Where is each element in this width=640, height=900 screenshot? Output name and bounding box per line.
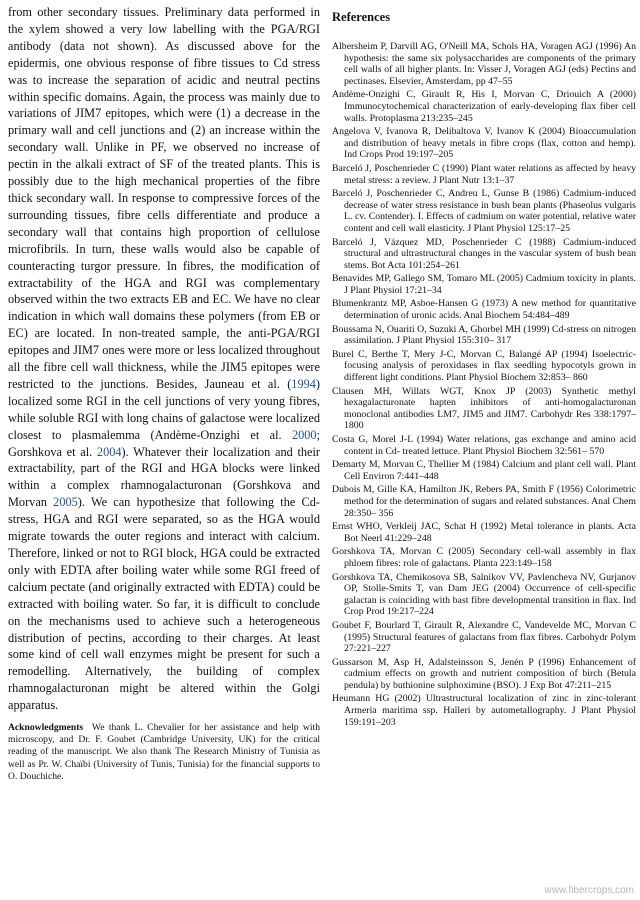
reference-item: Costa G, Morel J-L (1994) Water relations, gas exchange and amino acid content in Cd- treated lettuce. Plant Physiol Biochem 32:561– 570 (332, 434, 636, 457)
acknowledgments-text: We thank L. Chevalier for her assistance and help with microscopy, and Dr. F. Goubet (Cambridge University, UK) for the critical reading of the manuscript. We also thank The Research Ministry of Tunisia as well as Pr. W. Chaïbi (University of Tunis, Tunisia) for the financial supports to O. Douchiche. (8, 722, 320, 782)
body-text: ; Gorshkova et al. (8, 427, 320, 459)
reference-item: Ernst WHO, Verkleij JAC, Schat H (1992) Metal tolerance in plants. Acta Bot Neerl 41:229–248 (332, 521, 636, 544)
citation-link-gorshkova-2004[interactable]: 2004 (96, 444, 122, 459)
discussion-paragraph (8, 4, 320, 714)
reference-item: Barceló J, Vázquez MD, Poschenrieder C (1988) Cadmium-induced structural and ultrastructural changes in the vascular system of bush bean stems. Bot Acta 101:254–261 (332, 236, 636, 271)
citation-link-andeme-2000[interactable]: 2000 (291, 427, 317, 442)
reference-item: Blumenkrantz MP, Asboe-Hansen G (1973) A new method for quantitative determination of uronic acids. Anal Biochem 54:484–489 (332, 298, 636, 322)
reference-item: Dubois M, Gille KA, Hamilton JK, Rebers PA, Smith F (1956) Colorimetric method for the determination of sugars and related substances. Anal Chem 28:350– 356 (332, 484, 636, 519)
reference-item: Heumann HG (2002) Ultrastructural localization of zinc in zinc-tolerant Armeria maritima ssp. Halleri by autometallography. J Plant Physiol 159:191–203 (332, 693, 636, 728)
reference-item: Gorshkova TA, Chemikosova SB, Salnikov VV, Pavlencheva NV, Gurjanov OP, Stolle-Smits T, van Dam JEG (2004) Occurrence of cell-specific galactan is coinciding with bast fibre developmental transition in flax. Ind Crop Prod 19:217–224 (332, 571, 636, 618)
reference-list (332, 41, 636, 728)
right-column (332, 4, 636, 730)
reference-item: Benavides MP, Gallego SM, Tomaro ML (2005) Cadmium toxicity in plants. J Plant Physiol 17:21–34 (332, 273, 636, 296)
acknowledgments (8, 722, 320, 783)
left-column (8, 4, 320, 793)
reference-item: Boussama N, Ouariti O, Suzuki A, Ghorbel MH (1999) Cd-stress on nitrogen assimilation. J Plant Physiol 155:310– 317 (332, 323, 636, 347)
acknowledgments-heading: Acknowledgments (8, 722, 84, 734)
body-text: ). Whatever their localization and their extractability, part of the RGI and HGA blocks were linked within a complex rhamnogalacturonan (Gorshkova and Morvan (8, 444, 320, 510)
reference-item: Clausen MH, Willats WGT, Knox JP (2003) Synthetic methyl hexagalacturonate hapten inhibitors of anti-homogalacturonan monoclonal antibodies LM7, JIM5 and JIM7. Carbohydr Res 338:1797–1800 (332, 385, 636, 432)
reference-item: Andème-Onzighi C, Girault R, His I, Morvan C, Driouich A (2000) Immunocytochemical characterization of early-developing flax fiber cell walls. Protoplasma 213:235–245 (332, 89, 636, 124)
body-text: ). We can hypothesize that following the Cd-stress, HGA and RGI were separated, so as the HGA would migrate towards the outer regions and interact with calcium. Therefore, linked or not to RGI block, HGA could be extracted only with EDTA after boiling water while some RGI freed of calcium pectate (and originally extracted with EDTA) could be extracted with boiling water. So far, it is difficult to conclude on the mechanisms used to achieve such a heterogeneous distribution of pectins, according to their charges. At least some kind of cell wall enzymes might be present for such a remodelling. Alternatively, the building of complex rhamnogalacturonan might be altered within the Golgi apparatus. (8, 495, 320, 713)
reference-item: Barceló J, Poschenrieder C, Andreu L, Gunse B (1986) Cadmium-induced decrease of water stress resistance in bush bean plants (Phaseolus vulgaris L. cv. Contender). I. Effects of cadmium on water potential, relative water content and cell wall elasticity. J Plant Physiol 125:17–25 (332, 188, 636, 234)
reference-item: Goubet F, Bourlard T, Girault R, Alexandre C, Vandevelde MC, Morvan C (1995) Structural features of galactans from flax fibres. Carbohydr Polym 27:221–227 (332, 619, 636, 655)
body-text: from other secondary tissues. Preliminary data performed in the xylem showed a very low labelling with the PGA/RGI antibody (data not shown). As discussed above for the epidermis, one obvious response of fibre tissues to Cd stress was to increase the separation of acidic and neutral pectins within specific domains. Again, the process was mainly due to variations of JIM7 epitopes, which were (1) a decrease in the primary wall and cell junctions and (2) an increase within the secondary wall. Unlike in PF, we observed no increase of pectin in the alkali extract of SF of the treated plants. This is possibly due to the high mechanical properties of the fibre thick secondary wall. In response to compressive forces of the surrounding tissues, fibre cells differentiate and produce a secondary wall that contains high proportion of cellulose microfibrils. In turn, these walls would also be capable of counteracting turgor pressure. In fibres, the modification of extractability of the HGA and RGI was complementary observed within the two extracts EB and EC. We have no clear indication in which wall domains these polymers (from EB or EC) are located. In non-treated sample, the anti-PGA/RGI epitopes and JIM7 ones were more or less localized throughout all the fibre cell wall thickness, while the JIM5 epitopes were restricted to the junctions. Besides, Jauneau et al. ( (8, 5, 320, 391)
reference-item: Gussarson M, Asp H, Adalsteinsson S, Jenén P (1996) Enhancement of cadmium effects on growth and nutrient composition of birch (Betula pendula) by buthionine sulphoximine (BSO). J Exp Bot 47:211–215 (332, 656, 636, 691)
reference-item: Burel C, Berthe T, Mery J-C, Morvan C, Balangé AP (1994) Isoelectric-focusing analysis of peroxidases in flax seedling hypocotyls grown in different light conditions. Plant Physiol Biochem 32:853– 860 (332, 348, 636, 384)
reference-item: Angelova V, Ivanova R, Delibaltova V, Ivanov K (2004) Bioaccumulation and distribution of heavy metals in fibre crops (flax, cotton and hemp). Ind Crops Prod 19:197–205 (332, 126, 636, 161)
citation-link-jauneau-1994[interactable]: 1994 (291, 376, 316, 391)
reference-item: Demarty M, Morvan C, Thellier M (1984) Calcium and plant cell wall. Plant Cell Environ 7:441–448 (332, 459, 636, 482)
body-text: ) localized some RGI in the cell junctions of very young fibres, while soluble RGI with long chains of galactose were localized closest to plasmalemma (Andème-Onzighi et al. (8, 376, 320, 442)
reference-item: Barceló J, Poschenrieder C (1990) Plant water relations as affected by heavy metal stress: a review. J Plant Nutr 13:1–37 (332, 162, 636, 186)
watermark: www.fibercrops.com (544, 885, 634, 896)
reference-item: Gorshkova TA, Morvan C (2005) Secondary cell-wall assembly in flax phloem fibres: role of galactans. Planta 223:149–158 (332, 546, 636, 569)
references-heading: References (332, 10, 391, 24)
citation-link-gorshkova-morvan-2005[interactable]: 2005 (53, 495, 78, 510)
reference-item: Albersheim P, Darvill AG, O'Neill MA, Schols HA, Voragen AGJ (1996) An hypothesis: the same six polysaccharides are components of the primary cell walls of all higher plants. In: Visser J, Voragen AGJ (eds) Pectins and pectinases. Elsevier, Amsterdam, pp 47–55 (332, 41, 636, 87)
